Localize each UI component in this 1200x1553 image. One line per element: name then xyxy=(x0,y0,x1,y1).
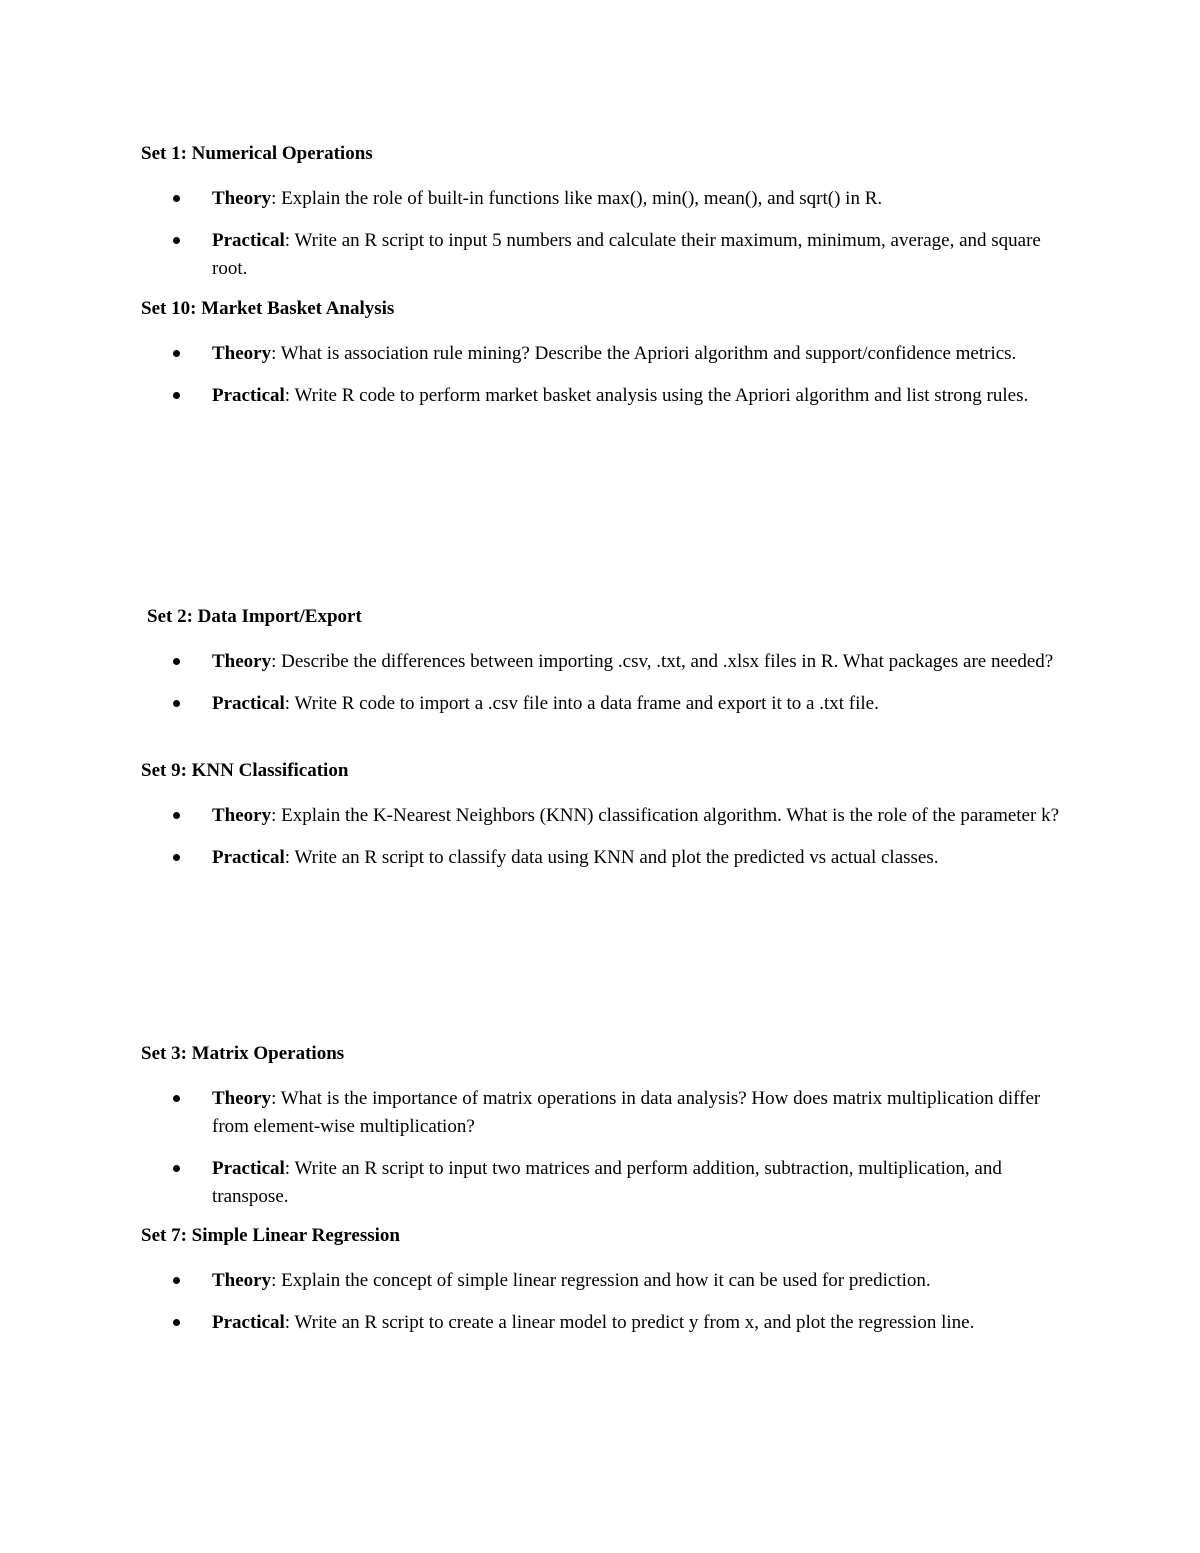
question-list xyxy=(141,185,1071,283)
bullet-icon xyxy=(173,195,180,202)
item-label: Theory xyxy=(212,805,272,826)
list-item xyxy=(141,802,1071,830)
item-text: : Write an R script to input two matrices and perform addition, subtraction, multiplication, and transpose. xyxy=(212,1158,1002,1207)
bullet-icon xyxy=(173,658,180,665)
bullet-icon xyxy=(173,700,180,707)
question-list xyxy=(141,1267,1071,1337)
list-item xyxy=(141,185,1071,213)
section-heading: Set 3: Matrix Operations xyxy=(141,1043,345,1064)
section-set-3 xyxy=(141,1043,1071,1211)
item-label: Practical xyxy=(212,1158,285,1179)
section-heading: Set 1: Numerical Operations xyxy=(141,143,373,164)
item-text: : What is association rule mining? Describe the Apriori algorithm and support/confidence metrics. xyxy=(271,343,1017,364)
list-item xyxy=(141,227,1071,283)
item-label: Practical xyxy=(212,847,285,868)
list-item xyxy=(141,382,1071,410)
item-label: Practical xyxy=(212,1312,285,1333)
section-set-10 xyxy=(141,298,1071,410)
bullet-icon xyxy=(173,1277,180,1284)
question-list xyxy=(141,802,1071,872)
item-label: Theory xyxy=(212,188,272,209)
list-item xyxy=(141,648,1071,676)
item-label: Theory xyxy=(212,343,272,364)
question-list xyxy=(141,648,1071,718)
question-list xyxy=(141,1085,1071,1211)
question-list xyxy=(141,340,1071,410)
section-heading: Set 2: Data Import/Export xyxy=(147,606,362,627)
section-heading: Set 10: Market Basket Analysis xyxy=(141,298,395,319)
section-heading: Set 9: KNN Classification xyxy=(141,760,349,781)
item-label: Theory xyxy=(212,651,272,672)
bullet-icon xyxy=(173,1319,180,1326)
item-text: : Describe the differences between importing .csv, .txt, and .xlsx files in R. What packages are needed? xyxy=(271,651,1054,672)
bullet-icon xyxy=(173,812,180,819)
list-item xyxy=(141,340,1071,368)
list-item xyxy=(141,844,1071,872)
item-text: : Explain the K-Nearest Neighbors (KNN) classification algorithm. What is the role of the parameter k? xyxy=(271,805,1059,826)
item-text: : Write an R script to create a linear model to predict y from x, and plot the regression line. xyxy=(284,1312,975,1333)
item-text: : Write R code to perform market basket analysis using the Apriori algorithm and list strong rules. xyxy=(284,385,1029,406)
section-set-1 xyxy=(141,143,1071,283)
item-text: : Write an R script to input 5 numbers and calculate their maximum, minimum, average, and square root. xyxy=(212,230,1041,279)
item-text: : Explain the role of built-in functions like max(), min(), mean(), and sqrt() in R. xyxy=(271,188,883,209)
list-item xyxy=(141,1309,1071,1337)
section-set-7 xyxy=(141,1225,1071,1337)
list-item xyxy=(141,1267,1071,1295)
list-item xyxy=(141,1155,1071,1211)
item-label: Theory xyxy=(212,1270,272,1291)
bullet-icon xyxy=(173,854,180,861)
bullet-icon xyxy=(173,237,180,244)
list-item xyxy=(141,1085,1071,1141)
list-item xyxy=(141,690,1071,718)
bullet-icon xyxy=(173,1165,180,1172)
item-label: Theory xyxy=(212,1088,272,1109)
item-text: : What is the importance of matrix operations in data analysis? How does matrix multiplication differ from element-wise multiplication? xyxy=(212,1088,1041,1137)
bullet-icon xyxy=(173,1095,180,1102)
item-text: : Explain the concept of simple linear regression and how it can be used for prediction. xyxy=(271,1270,931,1291)
item-text: : Write R code to import a .csv file into a data frame and export it to a .txt file. xyxy=(284,693,879,714)
section-set-2 xyxy=(141,606,1071,718)
item-label: Practical xyxy=(212,385,285,406)
item-label: Practical xyxy=(212,230,285,251)
item-text: : Write an R script to classify data using KNN and plot the predicted vs actual classes. xyxy=(284,847,939,868)
section-set-9 xyxy=(141,760,1071,872)
bullet-icon xyxy=(173,392,180,399)
section-heading: Set 7: Simple Linear Regression xyxy=(141,1225,400,1246)
bullet-icon xyxy=(173,350,180,357)
item-label: Practical xyxy=(212,693,285,714)
